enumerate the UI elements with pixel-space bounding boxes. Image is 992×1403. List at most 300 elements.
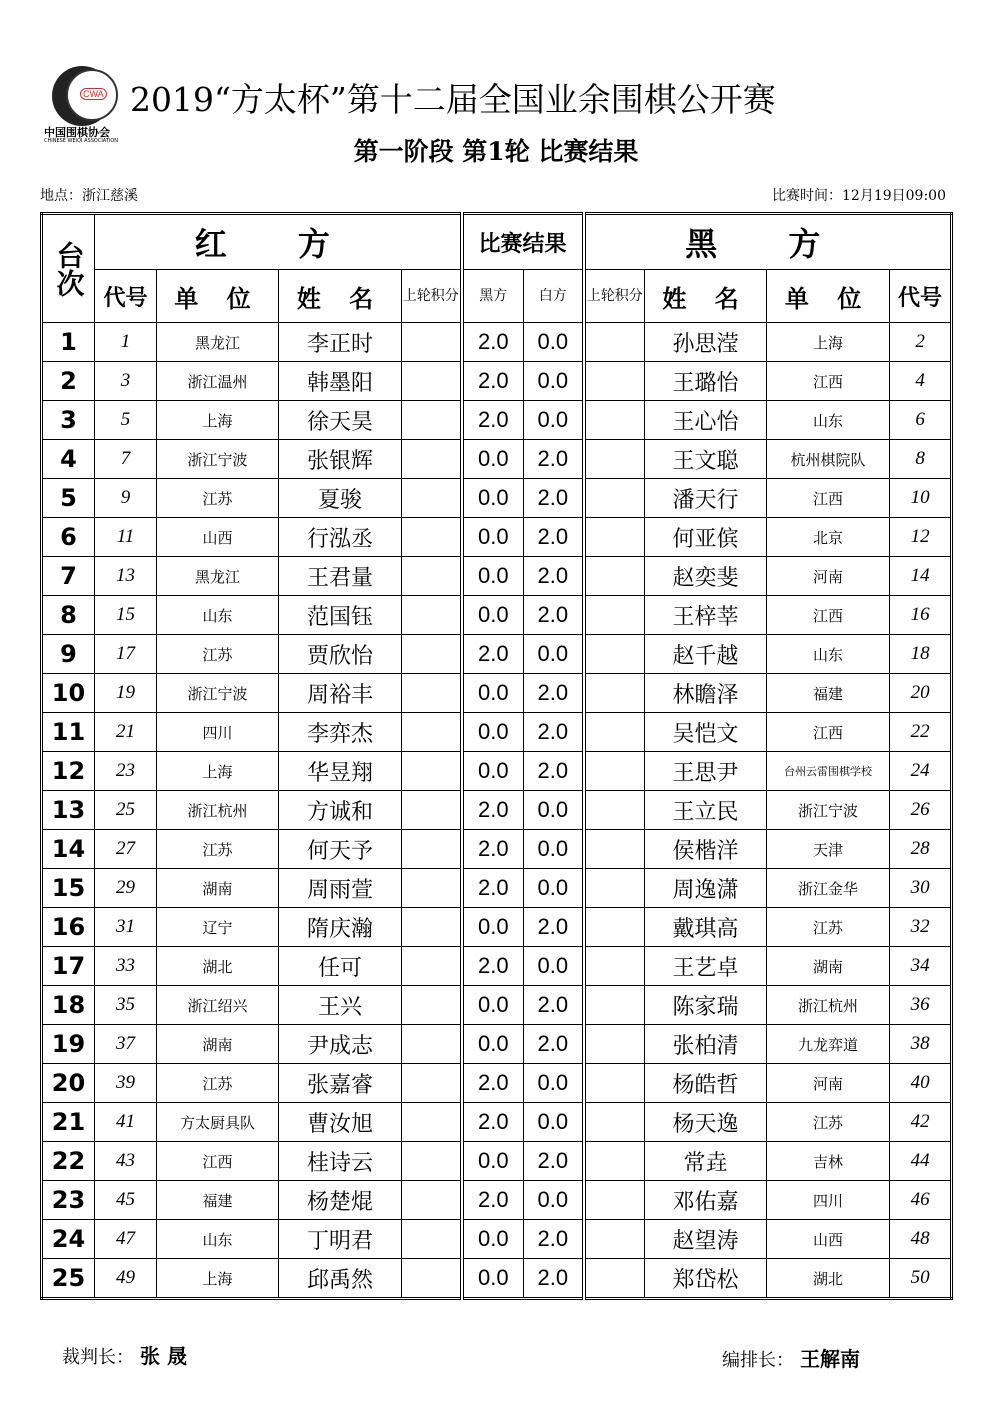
black-code: 8 [890, 440, 952, 479]
red-code: 1 [95, 323, 157, 362]
red-code: 25 [95, 791, 157, 830]
black-unit: 江西 [767, 479, 890, 518]
black-code: 10 [890, 479, 952, 518]
table-row [42, 1181, 952, 1220]
black-prev-points [584, 869, 645, 908]
board-number: 7 [42, 557, 95, 596]
white-score: 0.0 [524, 323, 584, 362]
black-prev-points [584, 713, 645, 752]
logo-mark: CWA [80, 88, 107, 100]
referee-label: 裁判长： [62, 1347, 134, 1368]
white-score: 2.0 [524, 986, 584, 1025]
white-score: 0.0 [524, 1103, 584, 1142]
black-name: 潘天行 [645, 479, 767, 518]
black-unit: 吉林 [767, 1142, 890, 1181]
black-unit: 河南 [767, 557, 890, 596]
red-code: 39 [95, 1064, 157, 1103]
black-prev-points [584, 440, 645, 479]
table-row [42, 869, 952, 908]
red-code: 33 [95, 947, 157, 986]
table-row [42, 557, 952, 596]
black-score: 2.0 [462, 869, 524, 908]
white-score: 2.0 [524, 1025, 584, 1064]
black-unit: 九龙弈道 [767, 1025, 890, 1064]
chief-pairing [722, 1343, 860, 1372]
black-score: 0.0 [462, 557, 524, 596]
black-code: 14 [890, 557, 952, 596]
black-unit: 湖南 [767, 947, 890, 986]
red-prev-points [402, 908, 462, 947]
red-prev-points [402, 596, 462, 635]
logo-text: 中国围棋协会 [44, 126, 110, 139]
white-score: 0.0 [524, 1064, 584, 1103]
red-prev-points [402, 557, 462, 596]
red-prev-points [402, 674, 462, 713]
table-row [42, 908, 952, 947]
black-unit: 山东 [767, 635, 890, 674]
red-unit: 福建 [157, 1181, 279, 1220]
white-score: 2.0 [524, 713, 584, 752]
black-score: 2.0 [462, 1103, 524, 1142]
black-prev-points [584, 1142, 645, 1181]
black-score: 2.0 [462, 1181, 524, 1220]
red-unit: 江西 [157, 1142, 279, 1181]
black-unit: 上海 [767, 323, 890, 362]
black-prev-points [584, 401, 645, 440]
black-code: 44 [890, 1142, 952, 1181]
black-unit: 江西 [767, 713, 890, 752]
red-prev-points [402, 1025, 462, 1064]
table-row [42, 323, 952, 362]
black-unit: 四川 [767, 1181, 890, 1220]
red-prev-points [402, 1259, 462, 1299]
white-score: 2.0 [524, 440, 584, 479]
black-score: 0.0 [462, 1142, 524, 1181]
table-row [42, 518, 952, 557]
black-name: 王心怡 [645, 401, 767, 440]
black-score: 0.0 [462, 479, 524, 518]
red-code: 17 [95, 635, 157, 674]
board-number: 22 [42, 1142, 95, 1181]
white-score: 2.0 [524, 596, 584, 635]
red-name: 李正时 [279, 323, 402, 362]
black-name: 王思尹 [645, 752, 767, 791]
red-name: 桂诗云 [279, 1142, 402, 1181]
col-code: 代号 [890, 270, 952, 323]
white-score: 2.0 [524, 557, 584, 596]
black-code: 38 [890, 1025, 952, 1064]
white-score: 0.0 [524, 1181, 584, 1220]
red-prev-points [402, 362, 462, 401]
black-name: 王璐怡 [645, 362, 767, 401]
white-score: 0.0 [524, 401, 584, 440]
red-unit: 黑龙江 [157, 323, 279, 362]
page-subtitle: 第一阶段 第1轮 比赛结果 [353, 137, 639, 166]
red-prev-points [402, 1181, 462, 1220]
red-code: 49 [95, 1259, 157, 1299]
board-number: 11 [42, 713, 95, 752]
black-prev-points [584, 1025, 645, 1064]
white-score: 0.0 [524, 635, 584, 674]
red-code: 45 [95, 1181, 157, 1220]
black-code: 6 [890, 401, 952, 440]
red-code: 47 [95, 1220, 157, 1259]
black-prev-points [584, 752, 645, 791]
board-number: 15 [42, 869, 95, 908]
red-unit: 方太厨具队 [157, 1103, 279, 1142]
venue: 地点：浙江慈溪 [40, 188, 138, 204]
red-code: 31 [95, 908, 157, 947]
black-prev-points [584, 947, 645, 986]
black-score: 0.0 [462, 596, 524, 635]
black-name: 王文聪 [645, 440, 767, 479]
white-score: 2.0 [524, 479, 584, 518]
black-prev-points [584, 830, 645, 869]
black-unit: 天津 [767, 830, 890, 869]
red-prev-points [402, 752, 462, 791]
white-score: 2.0 [524, 674, 584, 713]
col-name: 姓 名 [645, 270, 767, 323]
red-name: 贾欣怡 [279, 635, 402, 674]
board-number: 10 [42, 674, 95, 713]
col-prev-points: 上轮积分 [402, 270, 462, 323]
board-number: 24 [42, 1220, 95, 1259]
red-prev-points [402, 986, 462, 1025]
red-name: 方诚和 [279, 791, 402, 830]
black-side-header: 黑 方 [584, 214, 952, 270]
red-unit: 浙江温州 [157, 362, 279, 401]
red-name: 邱禹然 [279, 1259, 402, 1299]
black-unit: 江西 [767, 362, 890, 401]
black-prev-points [584, 1259, 645, 1299]
black-name: 周逸潇 [645, 869, 767, 908]
red-name: 行泓丞 [279, 518, 402, 557]
black-name: 常垚 [645, 1142, 767, 1181]
black-name: 侯楷洋 [645, 830, 767, 869]
red-code: 9 [95, 479, 157, 518]
red-name: 王兴 [279, 986, 402, 1025]
black-code: 26 [890, 791, 952, 830]
black-unit: 浙江宁波 [767, 791, 890, 830]
black-score: 2.0 [462, 635, 524, 674]
black-prev-points [584, 791, 645, 830]
black-code: 20 [890, 674, 952, 713]
red-unit: 江苏 [157, 1064, 279, 1103]
red-name: 韩墨阳 [279, 362, 402, 401]
red-code: 3 [95, 362, 157, 401]
board-number: 4 [42, 440, 95, 479]
black-name: 戴琪高 [645, 908, 767, 947]
white-score: 0.0 [524, 791, 584, 830]
black-code: 50 [890, 1259, 952, 1299]
black-unit: 福建 [767, 674, 890, 713]
board-number: 20 [42, 1064, 95, 1103]
table-row [42, 830, 952, 869]
red-name: 丁明君 [279, 1220, 402, 1259]
logo-text-en: CHINESE WEIQI ASSOCIATION [44, 138, 119, 144]
black-score: 0.0 [462, 440, 524, 479]
black-score: 0.0 [462, 1259, 524, 1299]
black-unit: 江苏 [767, 908, 890, 947]
black-prev-points [584, 518, 645, 557]
referee-signature: 张 晟 [140, 1344, 187, 1368]
board-number: 8 [42, 596, 95, 635]
table-row [42, 479, 952, 518]
black-unit: 浙江杭州 [767, 986, 890, 1025]
red-name: 李弈杰 [279, 713, 402, 752]
black-name: 何亚傧 [645, 518, 767, 557]
black-code: 40 [890, 1064, 952, 1103]
red-name: 徐天昊 [279, 401, 402, 440]
table-row [42, 986, 952, 1025]
board-number: 6 [42, 518, 95, 557]
board-number: 3 [42, 401, 95, 440]
col-code: 代号 [95, 270, 157, 323]
table-row [42, 1064, 952, 1103]
red-prev-points [402, 1103, 462, 1142]
table-row [42, 713, 952, 752]
white-score: 2.0 [524, 1142, 584, 1181]
black-code: 18 [890, 635, 952, 674]
red-prev-points [402, 1064, 462, 1103]
black-code: 32 [890, 908, 952, 947]
black-unit: 江苏 [767, 1103, 890, 1142]
red-unit: 上海 [157, 752, 279, 791]
red-code: 13 [95, 557, 157, 596]
black-name: 杨皓哲 [645, 1064, 767, 1103]
red-prev-points [402, 1142, 462, 1181]
board-number: 18 [42, 986, 95, 1025]
result-header: 比赛结果 [462, 214, 584, 270]
white-score: 2.0 [524, 1220, 584, 1259]
black-prev-points [584, 362, 645, 401]
black-name: 张柏清 [645, 1025, 767, 1064]
red-name: 张银辉 [279, 440, 402, 479]
black-prev-points [584, 674, 645, 713]
black-score: 0.0 [462, 1220, 524, 1259]
red-unit: 湖南 [157, 1025, 279, 1064]
red-unit: 江苏 [157, 830, 279, 869]
black-code: 48 [890, 1220, 952, 1259]
black-score: 0.0 [462, 752, 524, 791]
black-name: 林瞻泽 [645, 674, 767, 713]
board-number: 13 [42, 791, 95, 830]
table-row [42, 635, 952, 674]
board-header: 台次 [42, 214, 95, 323]
col-black: 黑方 [462, 270, 524, 323]
black-name: 王立民 [645, 791, 767, 830]
red-unit: 浙江宁波 [157, 440, 279, 479]
red-unit: 江苏 [157, 635, 279, 674]
results-table [40, 212, 953, 1300]
page-title: 2019“方太杯”第十二届全国业余围棋公开赛 [130, 80, 776, 119]
col-unit: 单 位 [157, 270, 279, 323]
red-code: 19 [95, 674, 157, 713]
table-row [42, 1220, 952, 1259]
red-prev-points [402, 440, 462, 479]
red-name: 华昱翔 [279, 752, 402, 791]
black-name: 吴恺文 [645, 713, 767, 752]
red-code: 41 [95, 1103, 157, 1142]
black-prev-points [584, 323, 645, 362]
red-unit: 浙江绍兴 [157, 986, 279, 1025]
table-row [42, 440, 952, 479]
black-code: 2 [890, 323, 952, 362]
red-prev-points [402, 713, 462, 752]
table-row [42, 1103, 952, 1142]
black-code: 30 [890, 869, 952, 908]
board-number: 14 [42, 830, 95, 869]
board-number: 21 [42, 1103, 95, 1142]
red-prev-points [402, 791, 462, 830]
black-name: 赵望涛 [645, 1220, 767, 1259]
red-name: 王君量 [279, 557, 402, 596]
black-score: 2.0 [462, 362, 524, 401]
black-prev-points [584, 1064, 645, 1103]
red-unit: 山西 [157, 518, 279, 557]
red-unit: 四川 [157, 713, 279, 752]
board-number: 16 [42, 908, 95, 947]
board-number: 12 [42, 752, 95, 791]
red-name: 曹汝旭 [279, 1103, 402, 1142]
col-white: 白方 [524, 270, 584, 323]
table-row [42, 1025, 952, 1064]
red-name: 何天予 [279, 830, 402, 869]
red-code: 15 [95, 596, 157, 635]
chief-referee [62, 1340, 187, 1369]
black-name: 孙思滢 [645, 323, 767, 362]
red-prev-points [402, 518, 462, 557]
white-score: 2.0 [524, 1259, 584, 1299]
black-score: 2.0 [462, 947, 524, 986]
black-prev-points [584, 908, 645, 947]
red-code: 43 [95, 1142, 157, 1181]
red-side-header: 红 方 [95, 214, 462, 270]
black-name: 邓佑嘉 [645, 1181, 767, 1220]
black-unit: 浙江金华 [767, 869, 890, 908]
black-score: 2.0 [462, 830, 524, 869]
black-code: 4 [890, 362, 952, 401]
table-row [42, 791, 952, 830]
table-row [42, 401, 952, 440]
white-score: 2.0 [524, 518, 584, 557]
red-prev-points [402, 635, 462, 674]
black-prev-points [584, 479, 645, 518]
col-prev-points: 上轮积分 [584, 270, 645, 323]
red-unit: 山东 [157, 596, 279, 635]
red-name: 尹成志 [279, 1025, 402, 1064]
board-number: 9 [42, 635, 95, 674]
black-name: 杨天逸 [645, 1103, 767, 1142]
black-prev-points [584, 1220, 645, 1259]
red-prev-points [402, 830, 462, 869]
red-code: 21 [95, 713, 157, 752]
red-unit: 山东 [157, 1220, 279, 1259]
pairing-signature: 王解南 [800, 1347, 860, 1371]
red-name: 范国钰 [279, 596, 402, 635]
white-score: 0.0 [524, 362, 584, 401]
red-name: 周裕丰 [279, 674, 402, 713]
black-prev-points [584, 1181, 645, 1220]
black-unit: 江西 [767, 596, 890, 635]
red-unit: 湖南 [157, 869, 279, 908]
black-prev-points [584, 635, 645, 674]
black-score: 0.0 [462, 518, 524, 557]
board-number: 25 [42, 1259, 95, 1299]
black-unit: 北京 [767, 518, 890, 557]
red-prev-points [402, 869, 462, 908]
table-row [42, 596, 952, 635]
black-score: 0.0 [462, 1025, 524, 1064]
red-unit: 上海 [157, 1259, 279, 1299]
red-prev-points [402, 1220, 462, 1259]
black-code: 24 [890, 752, 952, 791]
black-code: 16 [890, 596, 952, 635]
red-name: 周雨萱 [279, 869, 402, 908]
black-score: 2.0 [462, 323, 524, 362]
white-score: 0.0 [524, 869, 584, 908]
pairing-label: 编排长： [722, 1350, 794, 1371]
red-code: 37 [95, 1025, 157, 1064]
black-name: 陈家瑞 [645, 986, 767, 1025]
black-unit: 山东 [767, 401, 890, 440]
black-unit: 台州云雷围棋学校 [767, 752, 890, 791]
black-prev-points [584, 596, 645, 635]
red-prev-points [402, 401, 462, 440]
board-number: 2 [42, 362, 95, 401]
black-score: 2.0 [462, 1064, 524, 1103]
red-prev-points [402, 947, 462, 986]
red-prev-points [402, 323, 462, 362]
black-code: 42 [890, 1103, 952, 1142]
black-code: 46 [890, 1181, 952, 1220]
black-score: 0.0 [462, 674, 524, 713]
black-name: 郑岱松 [645, 1259, 767, 1299]
red-code: 29 [95, 869, 157, 908]
red-unit: 浙江杭州 [157, 791, 279, 830]
black-name: 王艺卓 [645, 947, 767, 986]
red-unit: 黑龙江 [157, 557, 279, 596]
black-code: 12 [890, 518, 952, 557]
red-code: 35 [95, 986, 157, 1025]
col-unit: 单 位 [767, 270, 890, 323]
white-score: 2.0 [524, 752, 584, 791]
board-number: 19 [42, 1025, 95, 1064]
red-code: 7 [95, 440, 157, 479]
black-prev-points [584, 557, 645, 596]
table-row [42, 752, 952, 791]
table-row [42, 674, 952, 713]
black-name: 王梓莘 [645, 596, 767, 635]
table-row [42, 1142, 952, 1181]
black-code: 34 [890, 947, 952, 986]
red-name: 隋庆瀚 [279, 908, 402, 947]
red-unit: 湖北 [157, 947, 279, 986]
board-number: 5 [42, 479, 95, 518]
black-score: 0.0 [462, 986, 524, 1025]
red-name: 杨楚焜 [279, 1181, 402, 1220]
board-number: 17 [42, 947, 95, 986]
black-code: 22 [890, 713, 952, 752]
red-code: 27 [95, 830, 157, 869]
red-name: 任可 [279, 947, 402, 986]
red-unit: 江苏 [157, 479, 279, 518]
black-code: 28 [890, 830, 952, 869]
white-score: 0.0 [524, 947, 584, 986]
black-score: 0.0 [462, 713, 524, 752]
table-row [42, 362, 952, 401]
black-score: 0.0 [462, 908, 524, 947]
